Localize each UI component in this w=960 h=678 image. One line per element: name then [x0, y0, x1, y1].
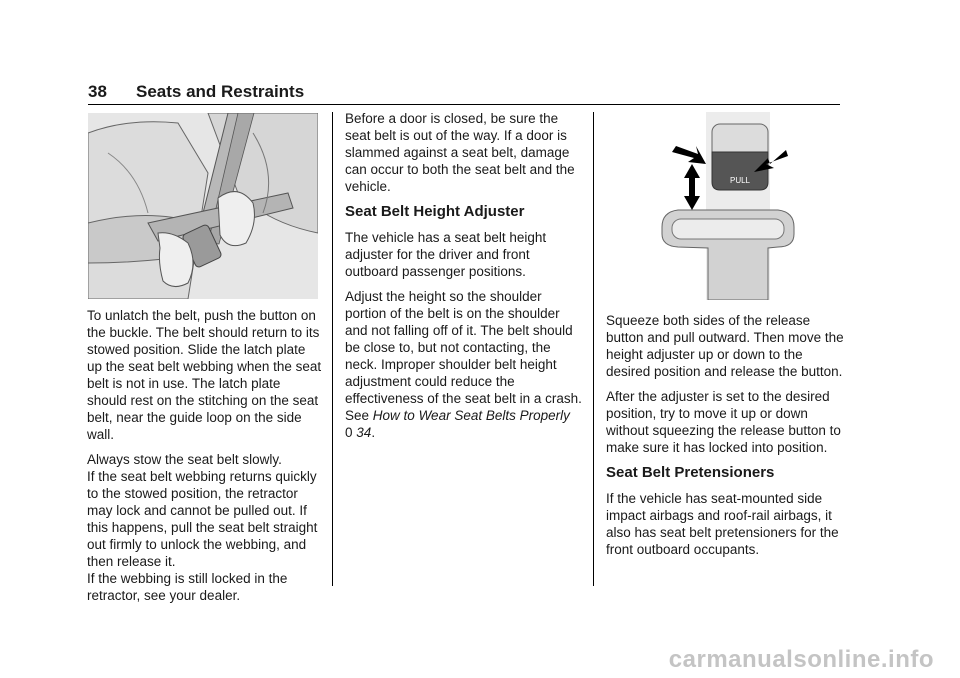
paragraph-verify-lock: After the adjuster is set to the desired position, try to move it up or down without squeezing the release button to make sure it has locked into position.	[606, 389, 841, 455]
column-divider-left	[332, 112, 333, 586]
adjust-height-text: Adjust the height so the shoulder portion of the belt is on the shoulder and not falling off of it. The belt should be close to, but not contacting, the neck. Improper shoulder belt height adjustment could reduce the effectiveness of the seat belt in a crash. See	[345, 289, 582, 423]
watermark: carmanualsonline.info	[668, 646, 934, 673]
height-adjuster-illustration	[648, 112, 798, 300]
reference-page[interactable]: 34	[356, 425, 372, 440]
cross-reference-link[interactable]: How to Wear Seat Belts Properly	[372, 408, 570, 423]
stow-line-3: If the webbing is still locked in the retractor, see your dealer.	[87, 571, 288, 603]
stow-line-1: Always stow the seat belt slowly.	[87, 452, 282, 467]
column-right	[606, 312, 846, 566]
page-header	[88, 82, 840, 105]
squeeze-arrow-left-icon	[672, 146, 706, 164]
reference-arrow-icon: 0	[345, 425, 353, 440]
pull-label: PULL	[729, 176, 751, 185]
heading-height-adjuster: Seat Belt Height Adjuster	[345, 203, 525, 220]
paragraph-squeeze: Squeeze both sides of the release button and pull outward. Then move the height adjuster up or down to the desired position and release the button.	[606, 313, 844, 379]
up-down-arrow-icon	[684, 164, 700, 210]
stow-line-2: If the seat belt webbing returns quickly to the stowed position, the retractor may lock and cannot be pulled out. If this happens, pull the seat belt straight out firmly to unlock the webbing, and then release it.	[87, 469, 318, 569]
column-middle	[345, 110, 585, 449]
section-title: Seats and Restraints	[136, 82, 305, 101]
paragraph-door: Before a door is closed, be sure the seat belt is out of the way. If a door is slammed against a seat belt, damage can occur to both the seat belt and the vehicle.	[345, 111, 575, 194]
page-reference	[345, 425, 375, 440]
page-number: 38	[88, 82, 107, 101]
sentence-end: .	[371, 425, 376, 440]
paragraph-pretensioners: If the vehicle has seat-mounted side impact airbags and roof-rail airbags, it also has seat belt pretensioners for the front outboard occupants.	[606, 491, 839, 557]
paragraph-adjust-height	[345, 288, 585, 441]
heading-pretensioners: Seat Belt Pretensioners	[606, 464, 775, 481]
paragraph-unlatch: To unlatch the belt, push the button on the buckle. The belt should return to its stowed position. Slide the latch plate up the seat belt webbing when the seat belt is not in use. The latch plate should rest on the stitching on the seat belt, near the guide loop on the side wall.	[87, 308, 322, 442]
column-divider-right	[593, 112, 594, 586]
column-left	[87, 307, 323, 612]
buckle-unlatch-illustration	[88, 113, 318, 299]
paragraph-stow	[87, 451, 323, 604]
paragraph-adjuster-intro: The vehicle has a seat belt height adjuster for the driver and front outboard passenger positions.	[345, 230, 547, 279]
